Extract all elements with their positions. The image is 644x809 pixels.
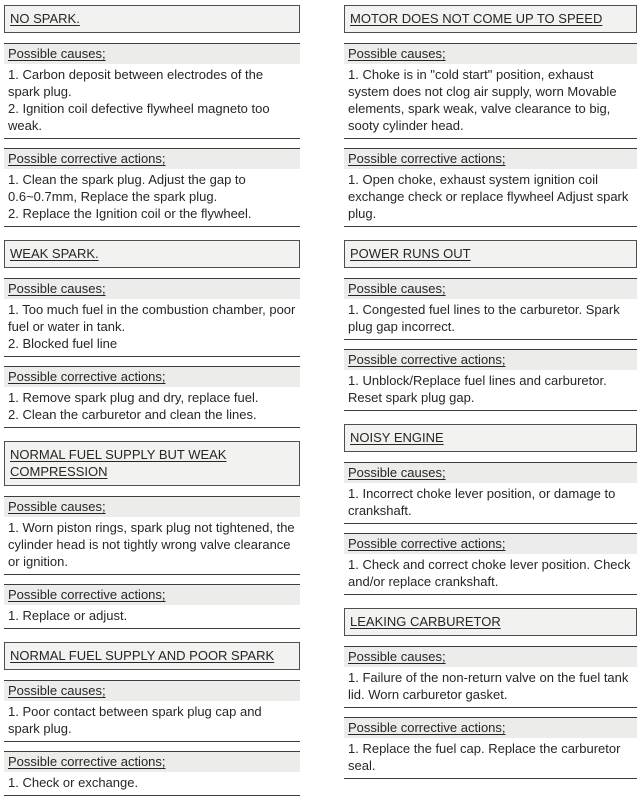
- block-body: [4, 64, 300, 138]
- section-title-text: NOISY ENGINE: [350, 430, 444, 445]
- block-heading: [344, 149, 637, 169]
- block-heading-text: Possible causes;: [348, 465, 446, 480]
- causes-block: [344, 278, 637, 340]
- list-item: 1. Poor contact between spark plug cap and spark plug.: [8, 704, 262, 736]
- block-body: [344, 370, 637, 410]
- section-weak-spark: [4, 240, 300, 428]
- section-leaking-carburetor: [344, 608, 637, 779]
- list-item: 1. Replace the fuel cap. Replace the carburetor seal.: [348, 741, 621, 773]
- section-title-text: NO SPARK.: [10, 11, 80, 26]
- section-title: [344, 608, 637, 636]
- causes-block: [4, 496, 300, 575]
- block-body: [4, 772, 300, 795]
- block-body: [344, 483, 637, 523]
- list-item: 1. Carbon deposit between electrodes of the spark plug.: [8, 67, 264, 99]
- list-item: 1. Incorrect choke lever position, or damage to crankshaft.: [348, 486, 616, 518]
- list-item: 2. Clean the carburetor and clean the lines.: [8, 407, 257, 422]
- section-title: [4, 441, 300, 486]
- block-heading-text: Possible corrective actions;: [8, 754, 166, 769]
- actions-block: [4, 366, 300, 428]
- list-item: 1. Check or exchange.: [8, 775, 139, 790]
- block-heading-text: Possible corrective actions;: [348, 720, 506, 735]
- causes-block: [344, 646, 637, 708]
- list-item: 1. Check and correct choke lever position. Check and/or replace crankshaft.: [348, 557, 631, 589]
- section-motor-speed: [344, 5, 637, 227]
- actions-block: [344, 533, 637, 595]
- block-body: [344, 169, 637, 226]
- block-heading-text: Possible causes;: [8, 46, 106, 61]
- section-power-runs-out: [344, 240, 637, 411]
- block-heading: [344, 350, 637, 370]
- block-heading: [4, 585, 300, 605]
- actions-block: [4, 751, 300, 796]
- left-column: [4, 5, 300, 809]
- block-heading: [4, 279, 300, 299]
- block-body: [4, 387, 300, 427]
- block-heading: [4, 752, 300, 772]
- block-heading: [344, 44, 637, 64]
- section-title-text: MOTOR DOES NOT COME UP TO SPEED: [350, 11, 603, 26]
- block-heading: [344, 718, 637, 738]
- block-heading-text: Possible causes;: [348, 281, 446, 296]
- block-body: [4, 169, 300, 226]
- section-title: [344, 240, 637, 268]
- block-heading: [344, 534, 637, 554]
- actions-block: [4, 584, 300, 629]
- list-item: 1. Too much fuel in the combustion chamber, poor fuel or water in tank.: [8, 302, 296, 334]
- block-body: [344, 64, 637, 138]
- block-heading-text: Possible causes;: [8, 281, 106, 296]
- block-heading-text: Possible causes;: [8, 683, 106, 698]
- list-item: 1. Congested fuel lines to the carburetor. Spark plug gap incorrect.: [348, 302, 620, 334]
- section-title-text: LEAKING CARBURETOR: [350, 614, 501, 629]
- block-heading-text: Possible corrective actions;: [348, 536, 506, 551]
- block-body: [4, 299, 300, 356]
- list-item: 1. Replace or adjust.: [8, 608, 128, 623]
- causes-block: [4, 43, 300, 139]
- block-heading-text: Possible corrective actions;: [8, 151, 166, 166]
- section-title-text: POWER RUNS OUT: [350, 246, 471, 261]
- block-body: [4, 517, 300, 574]
- block-heading: [4, 497, 300, 517]
- actions-block: [4, 148, 300, 227]
- causes-block: [344, 462, 637, 524]
- block-body: [344, 667, 637, 707]
- list-item: 2. Blocked fuel line: [8, 336, 118, 351]
- list-item: 1. Choke is in "cold start" position, exhaust system does not clog air supply, worn Movable elements, spark weak, valve clearance to big, sooty cylinder head.: [348, 67, 617, 133]
- list-item: 2. Ignition coil defective flywheel magneto too weak.: [8, 101, 270, 133]
- actions-block: [344, 349, 637, 411]
- block-body: [344, 554, 637, 594]
- section-weak-compression: [4, 441, 300, 629]
- section-title: [4, 5, 300, 33]
- list-item: 1. Failure of the non-return valve on the fuel tank lid. Worn carburetor gasket.: [348, 670, 629, 702]
- actions-block: [344, 148, 637, 227]
- section-title: [4, 240, 300, 268]
- block-heading: [4, 44, 300, 64]
- block-heading: [4, 149, 300, 169]
- section-noisy-engine: [344, 424, 637, 595]
- block-heading: [344, 647, 637, 667]
- block-heading-text: Possible corrective actions;: [348, 151, 506, 166]
- list-item: 1. Open choke, exhaust system ignition coil exchange check or replace flywheel Adjust spark plug.: [348, 172, 629, 221]
- causes-block: [344, 43, 637, 139]
- list-item: 1. Clean the spark plug. Adjust the gap to 0.6~0.7mm, Replace the spark plug.: [8, 172, 246, 204]
- section-title: [344, 5, 637, 33]
- block-heading-text: Possible causes;: [8, 499, 106, 514]
- block-heading: [344, 463, 637, 483]
- section-title-text: WEAK SPARK.: [10, 246, 99, 261]
- causes-block: [4, 680, 300, 742]
- block-heading: [4, 681, 300, 701]
- list-item: 1. Worn piston rings, spark plug not tightened, the cylinder head is not tightly wrong valve clearance or ignition.: [8, 520, 295, 569]
- actions-block: [344, 717, 637, 779]
- section-poor-spark: [4, 642, 300, 796]
- block-body: [344, 738, 637, 778]
- section-title-text: NORMAL FUEL SUPPLY AND POOR SPARK: [10, 648, 275, 663]
- block-heading-text: Possible corrective actions;: [348, 352, 506, 367]
- block-heading-text: Possible causes;: [348, 46, 446, 61]
- block-heading: [4, 367, 300, 387]
- block-heading-text: Possible corrective actions;: [8, 587, 166, 602]
- block-heading: [344, 279, 637, 299]
- list-item: 2. Replace the Ignition coil or the flywheel.: [8, 206, 252, 221]
- block-body: [4, 605, 300, 628]
- section-title: [4, 642, 300, 670]
- right-column: [344, 5, 637, 809]
- block-body: [4, 701, 300, 741]
- block-body: [344, 299, 637, 339]
- section-title: [344, 424, 637, 452]
- list-item: 1. Remove spark plug and dry, replace fuel.: [8, 390, 259, 405]
- block-heading-text: Possible causes;: [348, 649, 446, 664]
- block-heading-text: Possible corrective actions;: [8, 369, 166, 384]
- causes-block: [4, 278, 300, 357]
- list-item: 1. Unblock/Replace fuel lines and carburetor. Reset spark plug gap.: [348, 373, 607, 405]
- section-no-spark: [4, 5, 300, 227]
- section-title-text: NORMAL FUEL SUPPLY BUT WEAK COMPRESSION: [10, 447, 227, 479]
